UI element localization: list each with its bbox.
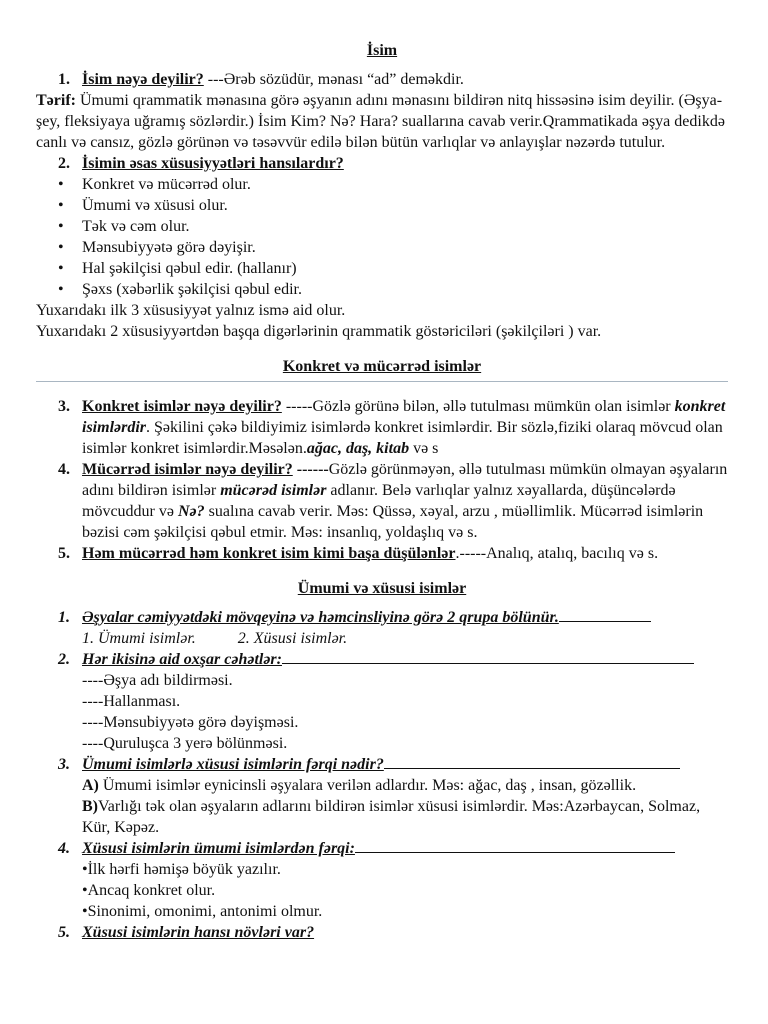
note-1: Yuxarıdakı ilk 3 xüsusiyyət yalnız ismə aid olur. bbox=[36, 302, 346, 319]
bullet-icon: • bbox=[58, 218, 64, 235]
difference-b: B)Varlığı tək olan əşyaların adlarını bildirən isimlər xüsusi isimlərdir. Məs:Azərbaycan, Solmaz, Kür, Kəpəz. bbox=[82, 798, 701, 836]
question-number: 4. bbox=[58, 461, 70, 478]
question-text: Mücərrəd isimlər nəyə deyilir? bbox=[82, 461, 293, 478]
heading-proper-types: 5. Xüsusi isimlərin hansı növləri var? bbox=[58, 924, 315, 941]
question-text: İsim nəyə deyilir? bbox=[82, 71, 204, 88]
question-number: 2. bbox=[58, 155, 70, 172]
bullet-icon: • bbox=[58, 239, 64, 256]
bullet-icon: • bbox=[58, 176, 64, 193]
difference-a: A) Ümumi isimlər eynicinsli əşyalara verilən adlardır. Məs: ağac, daş , insan, gözəllik. bbox=[82, 777, 637, 794]
groups-line: 1. Ümumi isimlər. 2. Xüsusi isimlər. bbox=[82, 630, 348, 647]
question-text: Həm mücərrəd həm konkret isim kimi başa düşülənlər bbox=[82, 545, 456, 562]
heading-similarities: 2. Hər ikisinə aid oxşar cəhətlər: bbox=[36, 649, 728, 670]
proper-diff-item: •Sinonimi, omonimi, antonimi olmur. bbox=[82, 903, 323, 920]
list-item: • Hal şəkilçisi qəbul edir. (hallanır) bbox=[58, 260, 297, 277]
similarity-item: ----Hallanması. bbox=[82, 693, 181, 710]
feature-list bbox=[36, 174, 728, 300]
question-5: 5. Həm mücərrəd həm konkret isim kimi başa düşülənlər.-----Analıq, atalıq, bacılıq və s. bbox=[58, 545, 659, 562]
definition-label: Tərif: bbox=[36, 92, 76, 109]
question-number: 1. bbox=[58, 71, 70, 88]
question-number: 5. bbox=[58, 545, 70, 562]
similarity-item: ----Quruluşca 3 yerə bölünməsi. bbox=[82, 735, 288, 752]
bullet-icon: • bbox=[58, 281, 64, 298]
page-title: İsim bbox=[366, 42, 398, 59]
section-title-common-proper: Ümumi və xüsusi isimlər bbox=[297, 580, 467, 597]
question-number: 3. bbox=[58, 398, 70, 415]
heading-groups: 1. Əşyalar cəmiyyətdəki mövqeyinə və həmcinsliyinə görə 2 qrupa bölünür. bbox=[36, 607, 728, 628]
definition-text: Ümumi qrammatik mənasına görə əşyanın adını mənasını bildirən nitq hissəsinə isim deyilir. (Əşya-şey, fleksiyaya uğramış sözlərdir.) İsim Kim? Nə? Hara? suallarına cavab verir.Qrammatikada əşya dedikdə canlı və cansız, gözlə görünən və təsəvvür edilə bilən bütün varlıqlar və anlayışlar nəzərdə tutulur. bbox=[36, 92, 725, 151]
similarity-item: ----Əşya adı bildirməsi. bbox=[82, 672, 233, 689]
bullet-icon: • bbox=[58, 260, 64, 277]
question-text: İsimin əsas xüsusiyyətləri hansılardır? bbox=[82, 155, 344, 172]
proper-diff-item: •İlk hərfi həmişə böyük yazılır. bbox=[82, 861, 281, 878]
examples: ağac, daş, kitab bbox=[306, 440, 410, 457]
list-item: • Şəxs (xəbərlik şəkilçisi qəbul edir. bbox=[58, 281, 302, 298]
note-2: Yuxarıdakı 2 xüsusiyyərtdən başqa digərlərinin qrammatik göstəriciləri (şəkilçiləri ) var. bbox=[36, 323, 602, 340]
question-4: 4. Mücərrəd isimlər nəyə deyilir? ------Gözlə görünməyən, əllə tutulması mümkün olmayan əşyaların adını bildirən isimlər mücərəd isimlər adlanır. Belə varlıqlar yalnız xəyallarda, düşüncələrdə mövcuddur və Nə? sualına cavab verir. Məs: Qüssə, xəyal, arzu , müəllimlik. Mücərrəd isimlərin bəzisi cəm şəkilçisi qəbul etmir. Məs: insanlıq, yoldaşlıq və s. bbox=[58, 461, 728, 541]
answer-text: ---Ərəb sözüdür, mənası “ad” deməkdir. bbox=[203, 71, 464, 88]
question-1 bbox=[36, 69, 728, 90]
similarity-item: ----Mənsubiyyətə görə dəyişməsi. bbox=[82, 714, 299, 731]
list-item: • Ümumi və xüsusi olur. bbox=[58, 197, 228, 214]
heading-proper-differences: 4. Xüsusi isimlərin ümumi isimlərdən fərqi: bbox=[36, 838, 728, 859]
question-3: 3. Konkret isimlər nəyə deyilir? -----Gözlə görünə bilən, əllə tutulması mümkün olan isimlər konkret isimlərdir. Şəkilini çəkə bildiyimiz isimlərdə konkret isimlərdir. Bir sözlə,fiziki olaraq mövcud olan isimlər konkret isimlərdir.Məsələn.ağac, daş, kitab və s bbox=[58, 398, 726, 457]
bullet-icon: • bbox=[58, 197, 64, 214]
list-item: • Konkret və mücərrəd olur. bbox=[58, 176, 251, 193]
definition-paragraph bbox=[36, 90, 728, 153]
section-title-concrete-abstract: Konkret və mücərrəd isimlər bbox=[282, 358, 482, 375]
list-item: • Mənsubiyyətə görə dəyişir. bbox=[58, 239, 256, 256]
proper-diff-item: •Ancaq konkret olur. bbox=[82, 882, 216, 899]
question-text: Konkret isimlər nəyə deyilir? bbox=[82, 398, 282, 415]
heading-differences: 3. Ümumi isimlərlə xüsusi isimlərin fərqi nədir? bbox=[36, 754, 728, 775]
question-2 bbox=[36, 153, 728, 174]
list-item: • Tək və cəm olur. bbox=[58, 218, 190, 235]
